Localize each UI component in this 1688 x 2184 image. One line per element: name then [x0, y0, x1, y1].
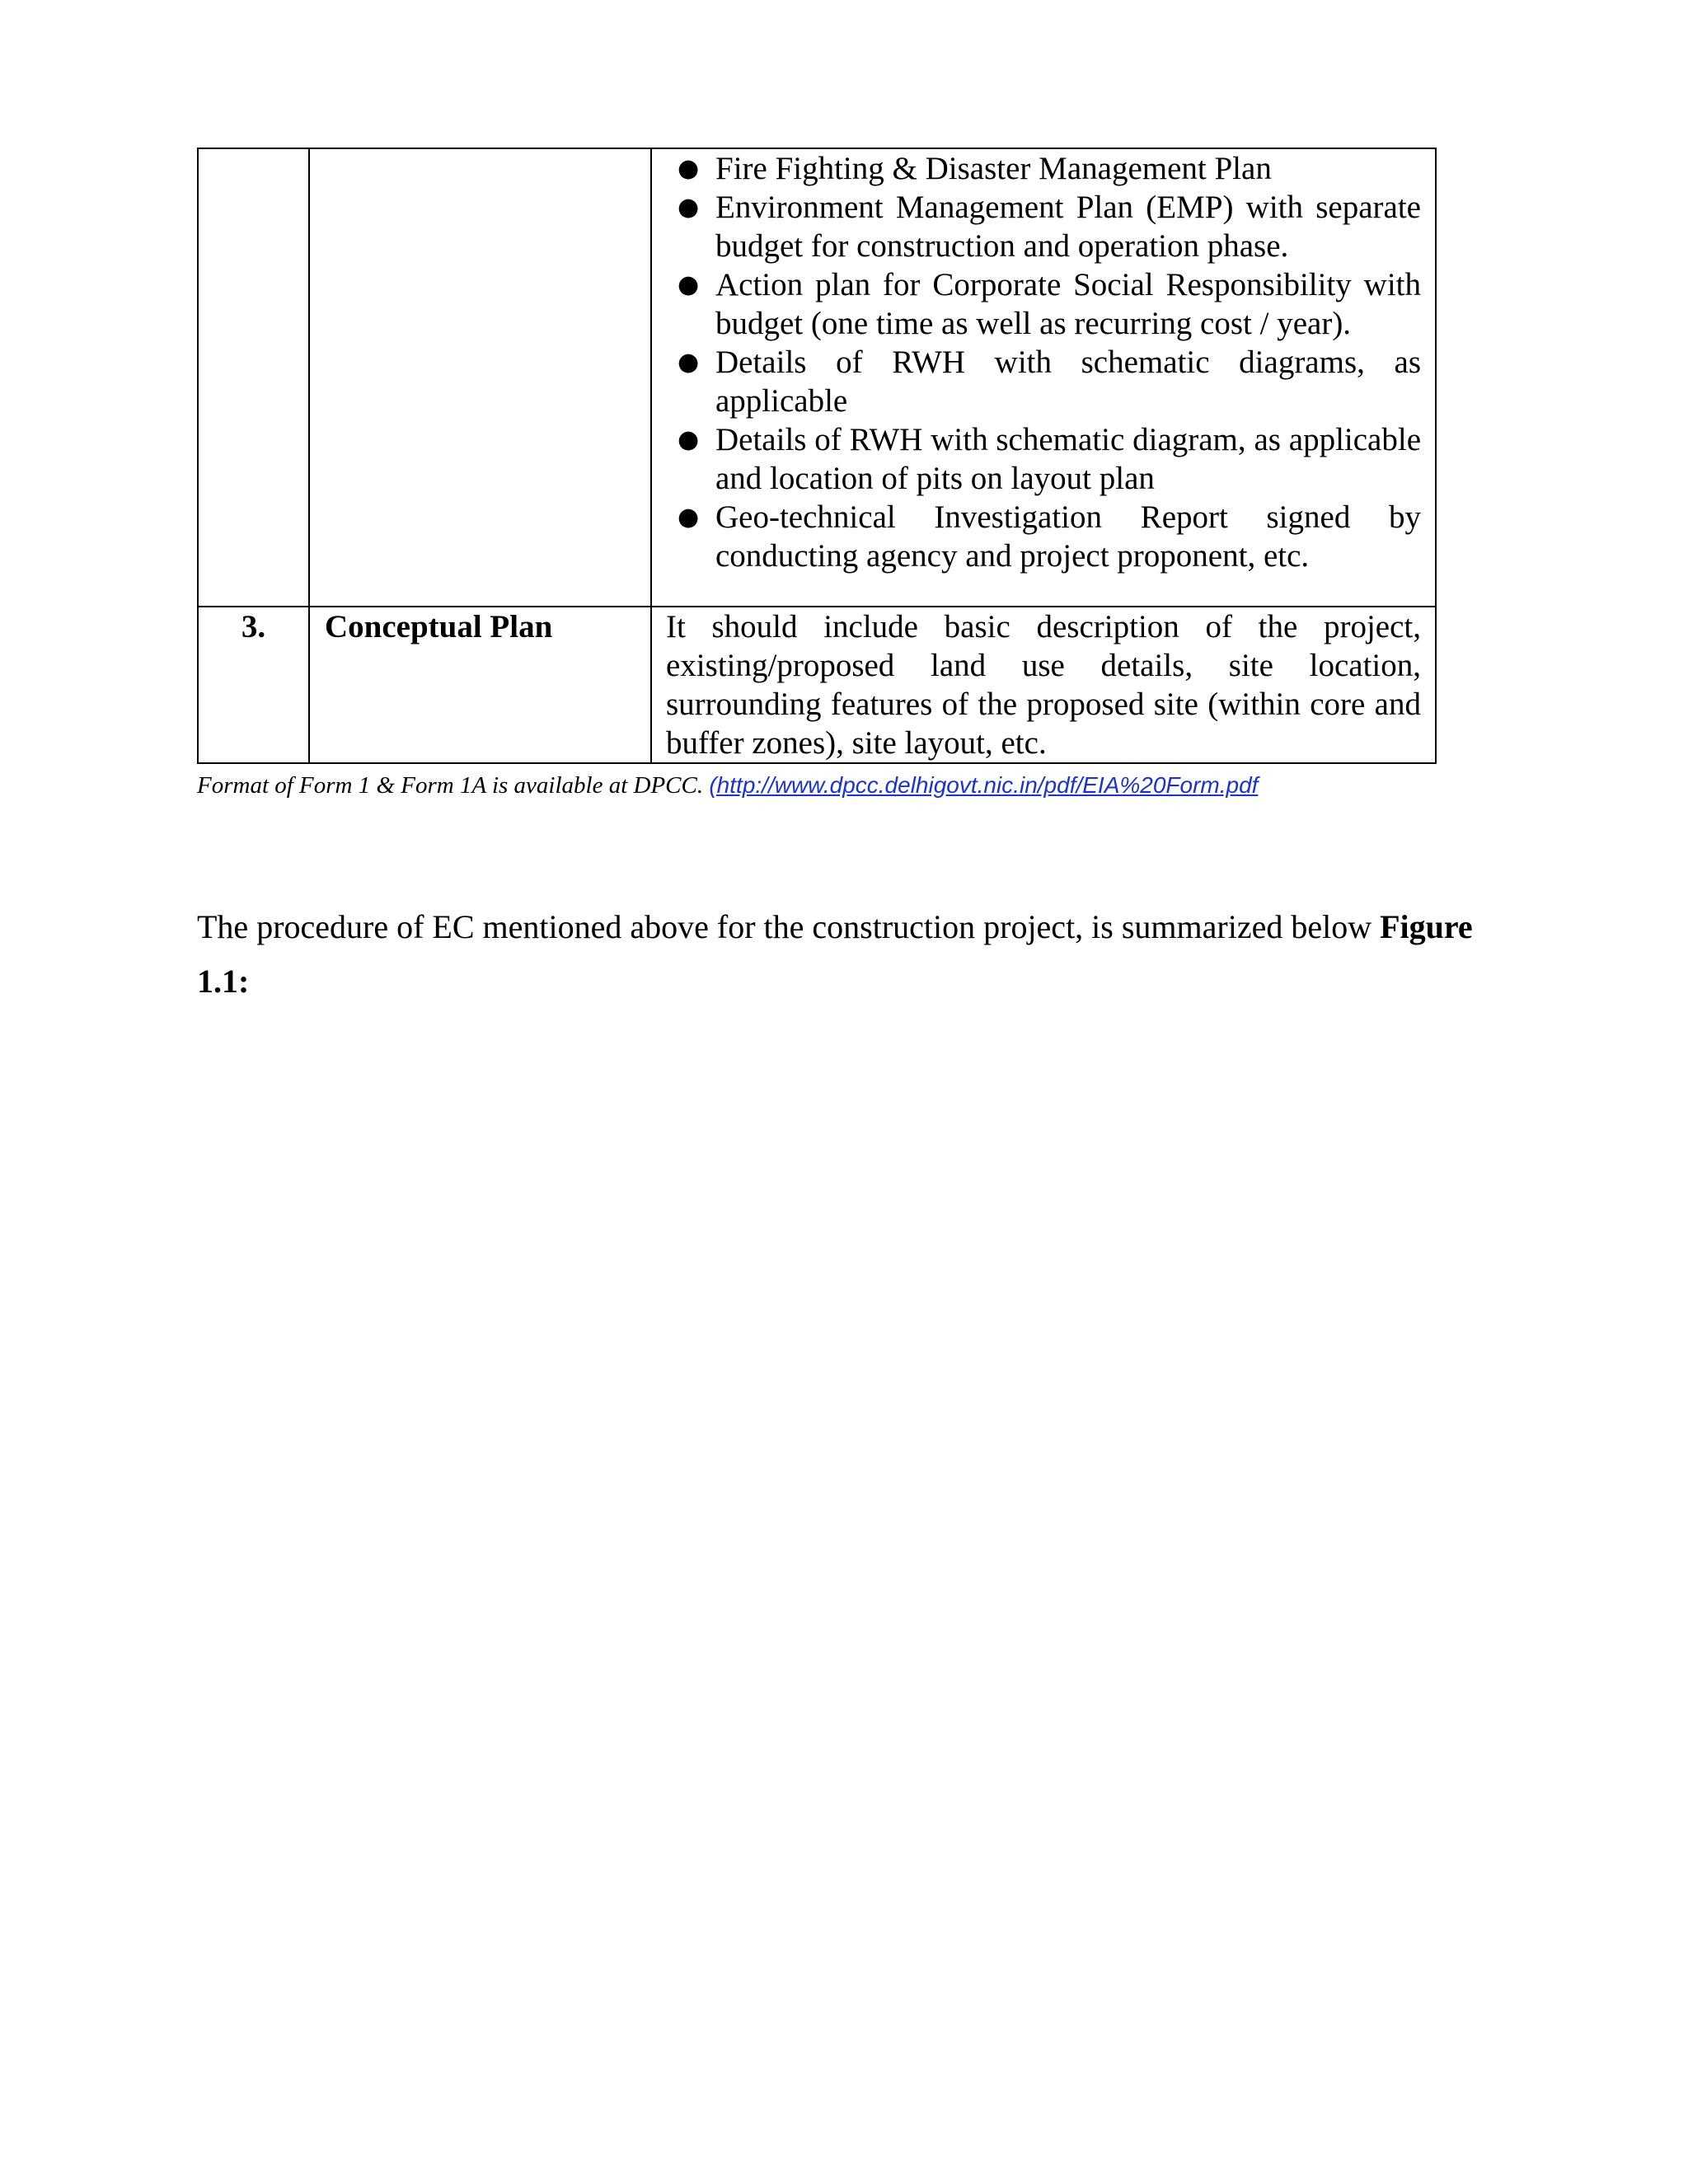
- bullet-text: Geo-technical Investigation Report signed by conducting agency and project proponent, etc.: [715, 499, 1421, 574]
- procedure-paragraph: [197, 900, 1483, 1009]
- bullet-icon: ●: [678, 193, 700, 222]
- bullet-icon: ●: [678, 503, 700, 532]
- requirements-bullet-list: [666, 149, 1421, 575]
- table-footnote: [197, 772, 1258, 799]
- form-download-link[interactable]: (http://www.dpcc.delhigovt.nic.in/pdf/EIA%20Form.pdf: [709, 772, 1259, 798]
- bullet-icon: ●: [678, 425, 700, 454]
- paragraph-text: The procedure of EC mentioned above for the construction project, is summarized below: [197, 908, 1372, 945]
- figure-reference: Figure 1.1:: [197, 908, 1473, 1000]
- row-title: Conceptual Plan: [309, 607, 651, 763]
- bullet-text: Details of RWH with schematic diagram, as applicable and location of pits on layout plan: [715, 422, 1421, 496]
- list-item: [666, 343, 1421, 420]
- bullets-cell: [651, 148, 1436, 607]
- table-row-continuation: [198, 148, 1436, 607]
- row-number: 3.: [198, 607, 309, 763]
- bullet-text: Environment Management Plan (EMP) with separate budget for construction and operation phase.: [715, 190, 1421, 264]
- bullet-icon: ●: [678, 154, 700, 183]
- serial-cell-empty: [198, 148, 309, 607]
- bullet-text: Fire Fighting & Disaster Management Plan: [715, 151, 1272, 186]
- bullet-text: Details of RWH with schematic diagrams, as applicable: [715, 344, 1421, 419]
- requirements-table: [197, 148, 1437, 764]
- list-item: [666, 265, 1421, 343]
- footnote-text: Format of Form 1 & Form 1A is available at DPCC.: [197, 772, 704, 799]
- row-description: It should include basic description of the project, existing/proposed land use details, site location, surrounding features of the proposed site (within core and buffer zones), site layout, etc.: [651, 607, 1436, 763]
- list-item: [666, 149, 1421, 188]
- list-item: [666, 188, 1421, 265]
- list-item: [666, 498, 1421, 575]
- title-cell-empty: [309, 148, 651, 607]
- bullet-icon: ●: [678, 270, 700, 299]
- bullet-text: Action plan for Corporate Social Responsibility with budget (one time as well as recurring cost / year).: [715, 267, 1421, 341]
- table-row-conceptual-plan: [198, 607, 1436, 763]
- bullet-icon: ●: [678, 348, 700, 377]
- list-item: [666, 420, 1421, 498]
